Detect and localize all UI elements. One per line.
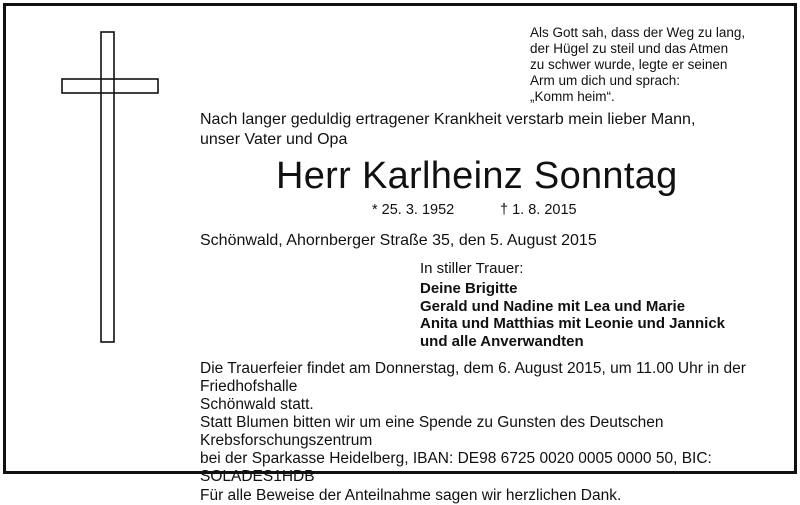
donation-info: Statt Blumen bitten wir um eine Spende zu Gunsten des Deutschen Krebsforschungszentrum bei der Sparkasse Heidelberg, IBAN: DE98 6725 0020 0005 0000 50, BIC: SOLADES1HDB <box>200 414 712 485</box>
birth-date: * 25. 3. 1952 <box>372 202 455 218</box>
mourners-list <box>420 280 725 350</box>
mourner: Gerald und Nadine mit Lea und Marie <box>420 297 686 315</box>
bottom-notes <box>200 360 790 505</box>
thanks-text: Für alle Beweise der Anteilnahme sagen wir herzlichen Dank. <box>200 487 622 504</box>
place-and-date: Schönwald, Ahornberger Straße 35, den 5. August 2015 <box>200 232 597 249</box>
intro-text: Nach langer geduldig ertragener Krankheit verstarb mein lieber Mann, unser Vater und Opa <box>200 111 696 148</box>
funeral-info: Die Trauerfeier findet am Donnerstag, dem 6. August 2015, um 11.00 Uhr in der Friedhofshalle Schönwald statt. <box>200 360 746 413</box>
deceased-name: Herr Karlheinz Sonntag <box>276 155 678 197</box>
cross-icon <box>6 6 166 346</box>
mourner: und alle Anverwandten <box>420 332 584 350</box>
mourner: Deine Brigitte <box>420 280 518 297</box>
poem: Als Gott sah, dass der Weg zu lang, der Hügel zu steil und das Atmen zu schwer wurde, legte er seinen Arm um dich und sprach: „Komm heim“. <box>530 25 746 104</box>
mourner: Anita und Matthias mit Leonie und Jannick <box>420 315 726 332</box>
obituary-frame <box>3 3 797 504</box>
mourning-label: In stiller Trauer: <box>420 260 524 277</box>
death-date: † 1. 8. 2015 <box>500 202 577 218</box>
